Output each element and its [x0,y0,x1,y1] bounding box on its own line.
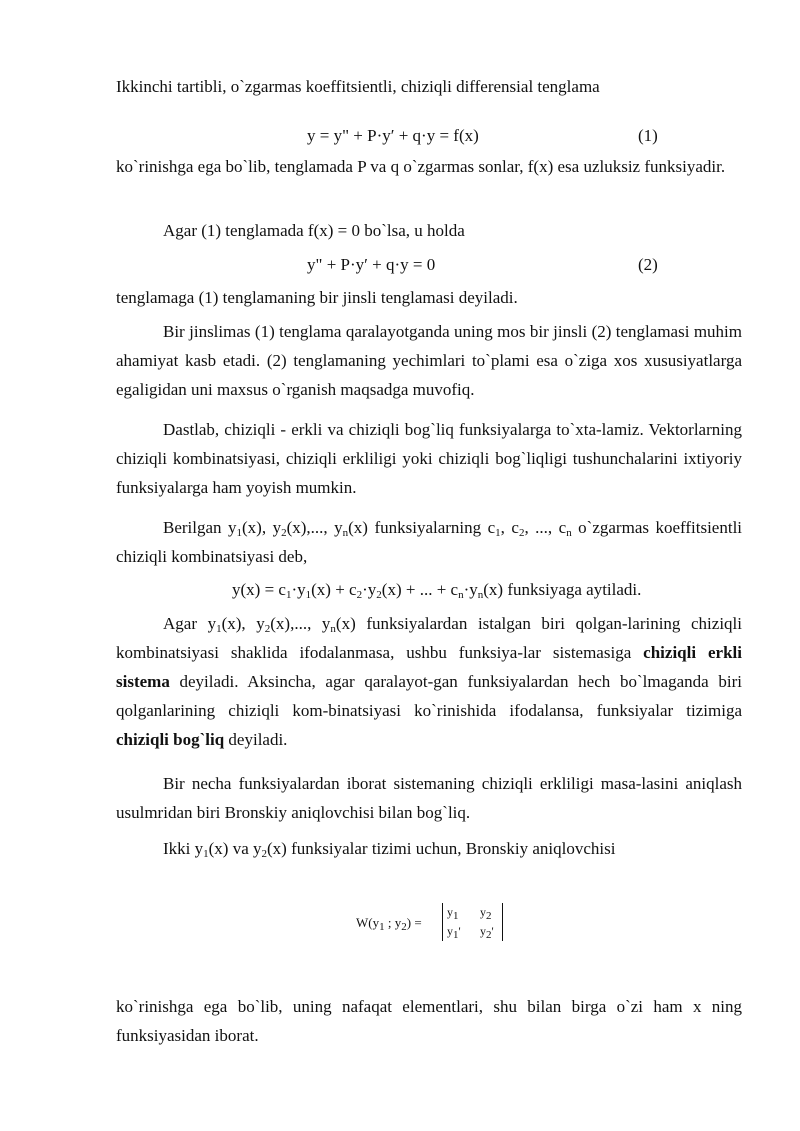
determinant-cell-12: $y_2$ [480,905,492,922]
determinant-right-bar [502,903,503,941]
paragraph-linear-dependence-intro: Dastlab, chiziqli - erkli va chiziqli bog`liq funksiyalarga to`xta-lamiz. Vektorlarning chiziqli kombinatsiyasi, chiziqli erkliligi yoki chiziqli bog`liqligi tushunchalarini ixtiyoriy funksiyalarga ham yoyish mumkin. [116,420,742,497]
determinant-cell-11: $y_1$ [447,905,459,922]
paragraph-solutions: Bir jinslimas (1) tenglama qaralayotganda uning mos bir jinsli (2) tenglamasi muhim ahamiyat kasb etadi. (2) tenglamaning yechimlari to`plami esa o`ziga xos xususiyatlarga egaligidan uni maxsus o`rganish maqsadga muvofiq. [116,322,742,399]
equation-2: y" + P·y′ + q·y = 0 [307,255,436,274]
paragraph-independence-definition: Agar $y_1(x)$, $y_2(x)$,..., $y_n(x)$ funksiyalardan istalgan biri qolgan-larining chiziqli kombinatsiyasi shaklida ifodalanmasa, ushbu funksiya-lar sistemasiga chiziqli erkli sistema deyiladi. Aksincha, agar qaralayot-gan funksiyalardan hech bo`lmaganda biri qolganlarining chiziqli kom-binatsiyasi ko`rinishida ifodalansa, funksiyalar tizimiga chiziqli bog`liq deyiladi. [116,614,742,749]
paragraph-homogeneous-condition: Agar (1) tenglamada f(x) = 0 bo`lsa, u holda [163,221,465,240]
determinant-left-bar [442,903,443,941]
determinant-label: $W(y_1$ ; $y_2$) = [356,915,422,933]
paragraph-wronskian-system: Ikki $y_1(x)$ va $y_2(x)$ funksiyalar tizimi uchun, Bronskiy aniqlovchisi [163,839,616,860]
determinant-cell-21: $y_1'$ [447,924,461,941]
intro-paragraph: Ikkinchi tartibli, o`zgarmas koeffitsientli, chiziqli differensial tenglama [116,77,600,96]
equation-linear-combination: $y(x) = c_1\cdot y_1(x) + c_2\cdot y_2(x)$ + ... + $c_n\cdot y_n(x)$ funksiyaga aytiladi. [232,580,642,601]
paragraph-coefficients: ko`rinishga ega bo`lib, tenglamada P va q o`zgarmas sonlar, f(x) esa uzluksiz funksiyadir. [116,157,726,176]
equation-2-number: (2) [638,255,658,274]
equation-1: y = y" + P·y′ + q·y = f(x) [307,126,479,145]
determinant-cell-22: $y_2'$ [480,924,494,941]
equation-1-number: (1) [638,126,658,145]
term-linear-independent: chiziqli erkli sistema [116,643,742,691]
term-linear-dependent: chiziqli bog`liq [116,730,225,749]
paragraph-wronskian-conclusion: ko`rinishga ega bo`lib, uning nafaqat elementlari, shu bilan birga o`zi ham x ning funksiyasidan iborat. [116,997,742,1045]
paragraph-homogeneous-definition: tenglamaga (1) tenglamaning bir jinsli tenglamasi deyiladi. [116,288,518,307]
paragraph-wronskian-intro: Bir necha funksiyalardan iborat sistemaning chiziqli erkliligi masa-lasini aniqlash usulmridan biri Bronskiy aniqlovchisi bilan bog`liq. [116,774,742,822]
paragraph-linear-combination: Berilgan $y_1(x)$, $y_2(x)$,..., $y_n(x)$ funksiyalarning $c_1$, $c_2$, ..., $c_n$ o`zgarmas koeffitsientli chiziqli kombinatsiyasi deb, [116,518,743,566]
